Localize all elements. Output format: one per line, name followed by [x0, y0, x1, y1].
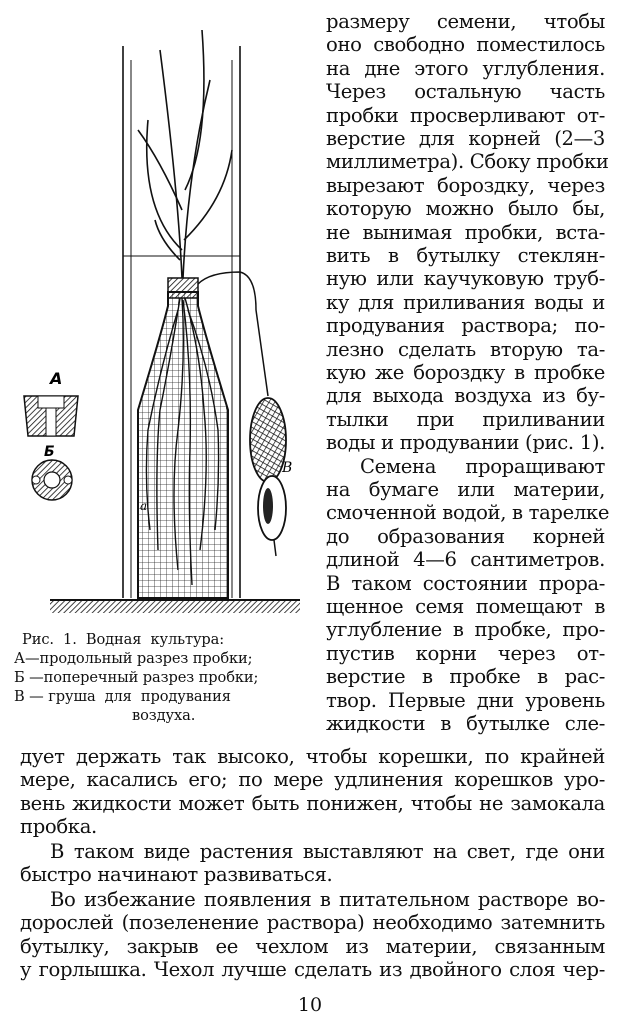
text-line: длиной 4—6 сантиметров. — [326, 548, 605, 572]
label-b: Б — [44, 444, 55, 460]
caption-line-end: воздуха. — [132, 707, 196, 724]
text-line: на дне этого углубления. — [326, 56, 605, 80]
text-line: бутылку, закрыв ее чехлом из материи, связанным — [20, 934, 605, 958]
text-line: Семена проращивают — [360, 454, 605, 478]
text-line: воды и продувании (рис. 1). — [326, 431, 605, 455]
text-line: не вынимая пробки, вста- — [326, 220, 605, 244]
text-line: у горлышка. Чехол лучше сделать из двойного слоя чер- — [20, 958, 605, 982]
text-line: Во избежание появления в питательном растворе во- — [50, 888, 605, 911]
text-line: дорослей (позеленение раствора) необходимо затемнить — [20, 911, 605, 935]
text-line: В таком состоянии прора- — [326, 571, 605, 595]
text-line: продувания раствора; по- — [326, 314, 605, 338]
text-line: пробка. — [20, 815, 97, 839]
text-line: кую же бороздку в пробке — [326, 361, 605, 384]
text-line: жидкости в бутылке сле- — [326, 712, 605, 735]
table-surface — [50, 600, 300, 613]
text-line: вить в бутылку стеклян- — [326, 244, 605, 267]
text-line: В таком виде растения выставляют на свет, где они — [50, 840, 605, 863]
text-line: для выхода воздуха из бу- — [326, 384, 605, 408]
text-line: тылки при приливании — [326, 407, 605, 431]
text-line: верстие для корней (2—3 — [326, 127, 605, 150]
caption-line-a: А—продольный разрез пробки; — [14, 650, 253, 667]
text-line: щенное семя помещают в — [326, 595, 605, 618]
text-line: твор. Первые дни уровень — [326, 688, 605, 712]
text-line: смоченной водой, в тарелке — [326, 501, 610, 525]
text-line: которую можно было бы, — [326, 197, 605, 221]
page-number: 10 — [297, 994, 323, 1016]
caption-line-b: Б —поперечный разрез пробки; — [14, 669, 259, 686]
text-line: пустив корни через от- — [326, 641, 605, 665]
text-line: верстие в пробке в рас- — [326, 665, 605, 689]
water-culture-illustration — [10, 10, 310, 622]
text-line: вырезают бороздку, через — [326, 173, 605, 197]
text-line: оно свободно поместилось — [326, 33, 605, 57]
text-line: дует держать так высоко, чтобы корешки, по крайней — [20, 745, 605, 768]
text-line: на бумаге или материи, — [326, 478, 605, 501]
cork-longitudinal-section — [24, 396, 78, 436]
label-a-small: а — [140, 499, 148, 513]
plant-leaves — [138, 30, 232, 278]
text-line: ную или каучуковую труб- — [326, 267, 605, 291]
text-line: углубление в пробке, про- — [326, 618, 605, 642]
text-line: до образования корней — [326, 524, 605, 548]
text-line: миллиметра). Сбоку пробки — [326, 150, 609, 174]
label-v: В — [282, 460, 293, 476]
text-line: Через остальную часть — [326, 80, 605, 104]
text-line: размеру семени, чтобы — [326, 10, 605, 33]
rubber-bulb — [250, 398, 286, 556]
label-a: А — [50, 369, 63, 388]
text-line: мере, касались его; по мере удлинения корешков уро- — [20, 768, 605, 792]
text-line: пробки просверливают от- — [326, 103, 605, 127]
text-line: ку для приливания воды и — [326, 290, 605, 314]
text-line: быстро начинают развиваться. — [20, 863, 333, 887]
text-line: вень жидкости может быть понижен, чтобы не замокала — [20, 791, 605, 815]
caption-line-v: В — груша для продувания — [14, 688, 231, 705]
text-line: лезно сделать вторую та- — [326, 337, 605, 361]
caption-title: Рис. 1. Водная культура: — [22, 631, 225, 648]
cork-cross-section — [32, 460, 72, 500]
